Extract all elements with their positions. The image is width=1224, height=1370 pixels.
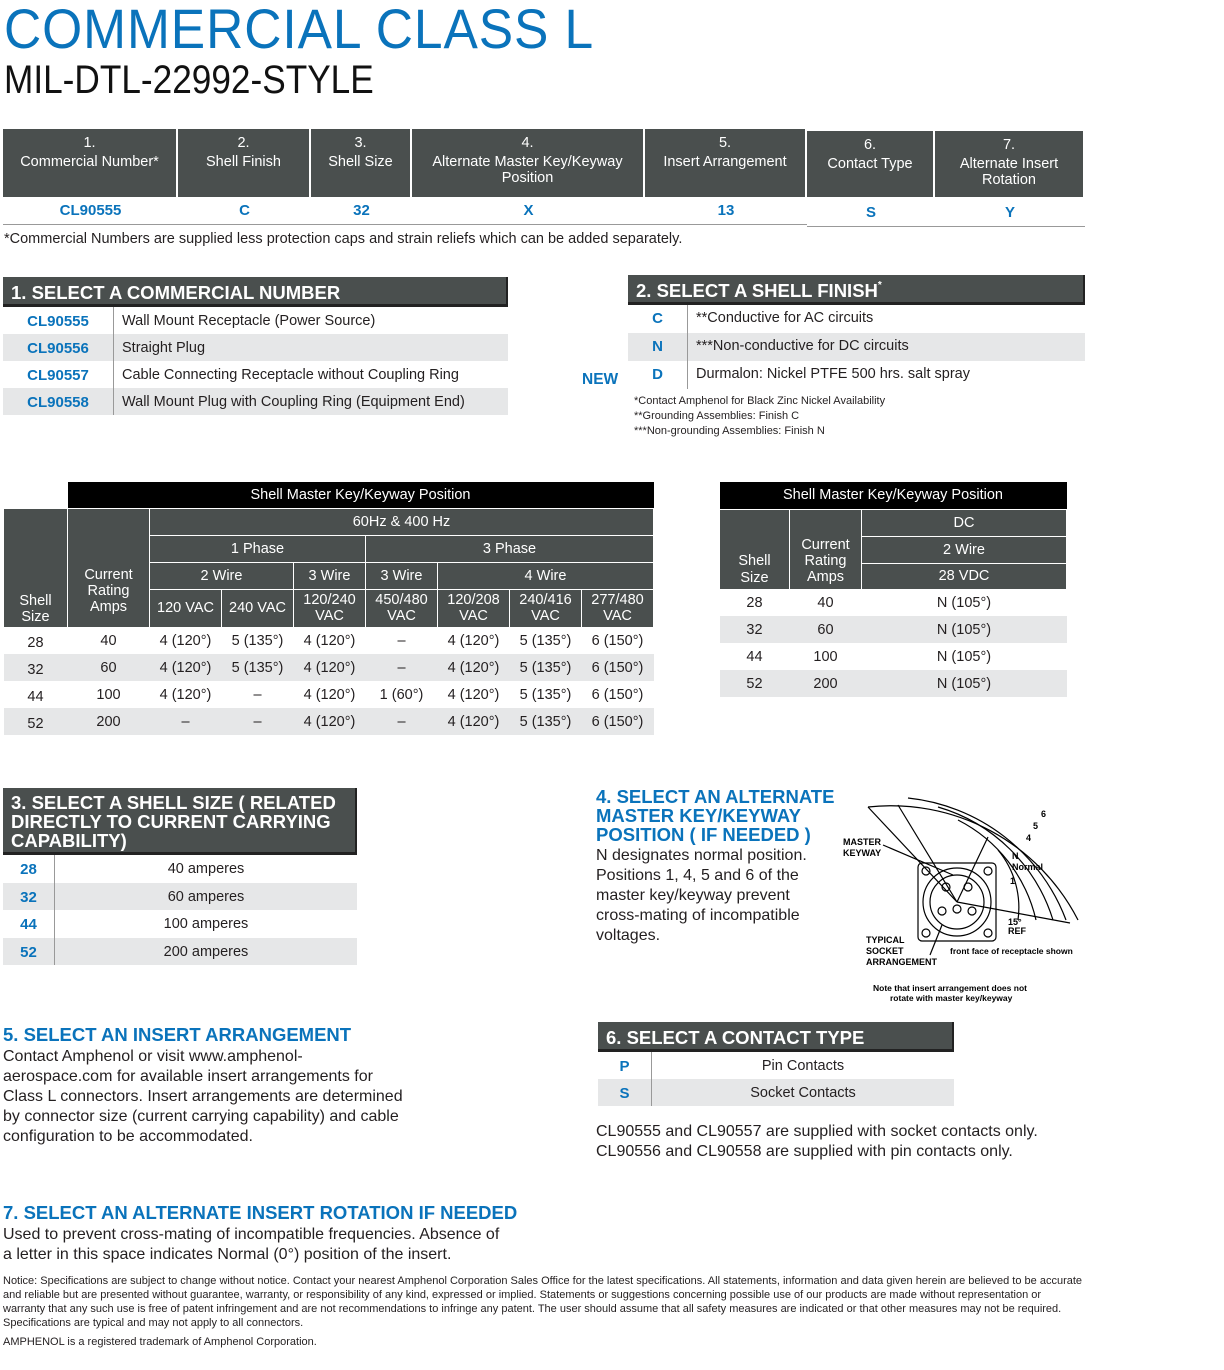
column-header xyxy=(807,131,935,199)
column-number: 7. xyxy=(1002,137,1016,153)
table-cell: 100 xyxy=(96,686,121,703)
item-code: CL90556 xyxy=(3,334,114,361)
col-current: Current Rating Amps xyxy=(68,508,150,627)
table-cell: 32 xyxy=(27,661,44,678)
shell-finish-notes xyxy=(634,394,885,439)
item-code: 32 xyxy=(3,883,55,911)
table-cell: 4 (120°) xyxy=(159,659,212,676)
part-number-column xyxy=(645,129,807,227)
section-insert-rotation xyxy=(3,1202,523,1265)
contact-notes: CL90555 and CL90557 are supplied with socket contacts only. CL90556 and CL90558 are supplied with pin contacts only. xyxy=(596,1123,1038,1160)
table-cell: 44 xyxy=(746,648,763,665)
column-header xyxy=(412,129,645,197)
table-cell: – xyxy=(181,713,190,730)
part-number-column xyxy=(807,131,935,227)
list-item xyxy=(598,1052,954,1079)
list-item xyxy=(3,855,357,883)
svg-text:rotate with master key/keyway: rotate with master key/keyway xyxy=(890,993,1013,1003)
note: ***Non-grounding Assemblies: Finish N xyxy=(634,425,825,437)
position-label: 4 xyxy=(1026,833,1032,843)
keyway-diagram xyxy=(838,775,1088,1010)
column-number: 6. xyxy=(863,137,877,153)
phase1-header: 1 Phase xyxy=(150,535,366,562)
table-row xyxy=(720,643,1067,670)
note: *Contact Amphenol for Black Zinc Nickel Availability xyxy=(634,395,886,407)
list-item xyxy=(3,883,357,911)
part-number-table xyxy=(3,129,1085,227)
table-cell: 6 (150°) xyxy=(591,632,644,649)
table-cell: – xyxy=(397,713,406,730)
position-label: 6 xyxy=(1041,809,1047,819)
column-value: 32 xyxy=(311,197,412,225)
item-code: S xyxy=(598,1079,652,1106)
list-item xyxy=(3,388,508,415)
table-cell: 4 (120°) xyxy=(303,659,356,676)
table-cell: 6 (150°) xyxy=(591,713,644,730)
table-cell: 28 xyxy=(27,634,44,651)
column-header xyxy=(178,129,311,197)
table-row xyxy=(720,616,1067,643)
column-value: CL90555 xyxy=(3,197,178,225)
item-code: CL90557 xyxy=(3,361,114,388)
table-cell: 4 (120°) xyxy=(303,713,356,730)
table-cell: 5 (135°) xyxy=(519,713,572,730)
section-title: 3. SELECT A SHELL SIZE ( RELATED DIRECTLY TO CURRENT CARRYING CAPABILITY) xyxy=(3,788,357,855)
item-desc: 100 amperes xyxy=(163,916,249,932)
part-number-column xyxy=(311,129,412,227)
section-title: 7. SELECT AN ALTERNATE INSERT ROTATION IF NEEDED xyxy=(3,1202,518,1223)
table-cell: 5 (135°) xyxy=(231,659,284,676)
table-cell: 40 xyxy=(817,594,834,611)
item-code: N xyxy=(628,333,688,361)
column-value: X xyxy=(412,197,645,225)
column-label: Shell Finish xyxy=(206,154,281,170)
list-item xyxy=(598,1079,954,1106)
table-row xyxy=(4,654,654,681)
table-cell: N (105°) xyxy=(936,675,992,692)
part-number-column xyxy=(3,129,178,227)
section-title: 2. SELECT A SHELL FINISH* xyxy=(628,275,1085,305)
item-desc: 60 amperes xyxy=(167,888,245,905)
item-desc: ***Non-conductive for DC circuits xyxy=(696,338,909,354)
section-body: N designates normal position. Positions 1, 4, 5 and 6 of the master key/keyway prevent cross-mating of incompatible voltages. xyxy=(596,847,807,944)
column-number: 4. xyxy=(521,135,534,151)
list-item xyxy=(628,361,1085,389)
svg-text:REF: REF xyxy=(1008,926,1026,936)
item-code: CL90558 xyxy=(3,388,114,415)
list-item xyxy=(3,910,357,938)
list-item xyxy=(3,938,357,966)
part-number-column xyxy=(412,129,645,227)
ac-keyway-table xyxy=(3,482,654,735)
svg-text:15°: 15° xyxy=(1008,917,1022,927)
section-title: 6. SELECT A CONTACT TYPE xyxy=(598,1022,954,1052)
svg-text:Note that insert arrangement d: Note that insert arrangement does not xyxy=(873,983,1027,993)
column-header xyxy=(311,129,412,197)
trademark: AMPHENOL is a registered trademark of Amphenol Corporation. xyxy=(3,1336,317,1348)
table-cell: 4 (120°) xyxy=(303,632,356,649)
table-cell: 1 (60°) xyxy=(379,686,424,703)
item-desc: Straight Plug xyxy=(122,340,206,356)
dc-header: DC xyxy=(862,509,1067,536)
col-current: Current Rating Amps xyxy=(790,509,862,589)
section-title: 4. SELECT AN ALTERNATE MASTER KEY/KEYWAY POSITION ( IF NEEDED ) xyxy=(596,786,835,845)
new-badge: NEW xyxy=(582,371,619,388)
column-label: Alternate Master Key/Keyway Position xyxy=(432,154,623,186)
svg-text:Normal: Normal xyxy=(1012,862,1044,872)
section-body: Contact Amphenol or visit www.amphenol-aerospace.com for available insert arrangements for Class L connectors. Insert arrangements are determined by connector size (current carrying capability) and cable configuration to be accommodated. xyxy=(3,1048,403,1145)
table-cell: – xyxy=(397,659,406,676)
table-cell: 4 (120°) xyxy=(159,686,212,703)
svg-text:N: N xyxy=(1012,851,1019,861)
column-number: 5. xyxy=(718,135,732,151)
svg-text:ARRANGEMENT: ARRANGEMENT xyxy=(866,957,937,967)
item-desc: Wall Mount Plug with Coupling Ring (Equipment End) xyxy=(122,394,465,410)
freq-header: 60Hz & 400 Hz xyxy=(150,508,654,535)
table-cell: N (105°) xyxy=(936,594,992,611)
column-number: 3. xyxy=(354,135,367,151)
column-label: Shell Size xyxy=(328,154,393,170)
list-item xyxy=(3,361,508,388)
list-item xyxy=(3,334,508,361)
item-code: C xyxy=(628,305,688,333)
table-cell: 52 xyxy=(27,715,44,732)
column-value: Y xyxy=(935,199,1085,227)
column-label: Contact Type xyxy=(827,156,913,172)
item-desc: Cable Connecting Receptacle without Coupling Ring xyxy=(122,367,459,383)
column-header xyxy=(3,129,178,197)
section-commercial-number xyxy=(3,277,508,415)
table-cell: 4 (120°) xyxy=(447,659,500,676)
table-cell: 60 xyxy=(100,659,117,676)
table-cell: 44 xyxy=(27,688,44,705)
item-desc: 40 amperes xyxy=(167,861,245,877)
item-desc: 200 amperes xyxy=(163,943,249,960)
column-header xyxy=(645,129,807,197)
table-cell: 28 xyxy=(746,594,763,611)
table-cell: N (105°) xyxy=(936,621,992,638)
list-item xyxy=(3,307,508,334)
master-keyway-label: MASTER KEYWAY xyxy=(843,837,882,858)
item-code: 44 xyxy=(3,910,55,938)
table-row xyxy=(4,681,654,708)
table-cell: 5 (135°) xyxy=(519,632,572,649)
table-cell: 4 (120°) xyxy=(447,713,500,730)
volt-header: 240/416 VAC xyxy=(510,589,582,627)
table-cell: N (105°) xyxy=(936,648,992,665)
section-contact-type xyxy=(598,1022,954,1106)
col-shell-size: Shell Size xyxy=(720,509,790,589)
table-cell: 60 xyxy=(817,621,834,638)
list-item xyxy=(628,333,1085,361)
volt-header: 450/480 VAC xyxy=(366,589,438,627)
wire3-header: 3 Wire xyxy=(366,562,438,589)
column-value: 13 xyxy=(645,197,807,225)
svg-text:TYPICAL: TYPICAL xyxy=(866,935,905,945)
table-row xyxy=(720,589,1067,616)
part-number-column xyxy=(935,131,1085,227)
column-label: Insert Arrangement xyxy=(663,154,787,170)
table-cell: – xyxy=(253,713,262,730)
table-cell: 6 (150°) xyxy=(591,686,644,703)
item-code: P xyxy=(598,1052,652,1079)
svg-text:SOCKET: SOCKET xyxy=(866,946,904,956)
table-row xyxy=(720,670,1067,697)
table-row xyxy=(4,627,654,654)
svg-text:front face of receptacle shown: front face of receptacle shown xyxy=(950,946,1073,956)
section-shell-size xyxy=(3,788,357,965)
note: **Grounding Assemblies: Finish C xyxy=(634,410,800,422)
item-desc: Wall Mount Receptacle (Power Source) xyxy=(122,313,376,329)
column-number: 1. xyxy=(83,135,96,151)
table-cell: 40 xyxy=(100,632,117,649)
section-shell-finish xyxy=(628,275,1085,389)
wire-header: 2 Wire xyxy=(862,536,1067,563)
table-cell: 200 xyxy=(813,675,838,692)
list-item xyxy=(628,305,1085,333)
table-cell: – xyxy=(253,686,262,703)
col-shell-size: Shell Size xyxy=(4,508,68,627)
table-cell: 4 (120°) xyxy=(447,632,500,649)
section-insert-arrangement xyxy=(3,1024,413,1147)
section-title: 1. SELECT A COMMERCIAL NUMBER xyxy=(3,277,508,307)
column-label: Commercial Number* xyxy=(20,154,159,170)
part-number-column xyxy=(178,129,311,227)
notice: Notice: Specifications are subject to change without notice. Contact your nearest Amphenol Corporation Sales Office for the latest specifications. All statements, information and data given herein are believed to be accurate and reliable but are presented without guarantee, warranty, or responsibility of any kind, expressed or implied. Statements or suggestions concerning possible use of our products are made without representation or warranty that any such use is free of patent infringement and are not recommendations to infringe any patent. The user should assume that all safety measures are indicated or that other measures may not be required. Specifications are typical and may not apply to all connectors. xyxy=(3,1275,1083,1329)
table-cell: 5 (135°) xyxy=(231,632,284,649)
volt-header: 28 VDC xyxy=(862,563,1067,589)
table-cell: 52 xyxy=(746,675,763,692)
item-desc: **Conductive for AC circuits xyxy=(696,310,874,326)
item-code: 52 xyxy=(3,938,55,966)
table-cell: 32 xyxy=(746,621,763,638)
table-cell: 4 (120°) xyxy=(159,632,212,649)
table-title: Shell Master Key/Keyway Position xyxy=(68,482,654,508)
item-desc: Socket Contacts xyxy=(750,1085,856,1101)
section-keyway-position xyxy=(596,787,846,946)
wire3-header: 3 Wire xyxy=(294,562,366,589)
dc-keyway-table xyxy=(719,482,1067,697)
item-desc: Pin Contacts xyxy=(761,1058,845,1074)
item-code: CL90555 xyxy=(3,307,114,334)
position-label: 5 xyxy=(1033,821,1039,831)
volt-header: 120/208 VAC xyxy=(438,589,510,627)
volt-header: 120/240 VAC xyxy=(294,589,366,627)
phase3-header: 3 Phase xyxy=(366,535,654,562)
part-number-footnote: *Commercial Numbers are supplied less protection caps and strain reliefs which can be added separately. xyxy=(4,231,683,247)
table-cell: – xyxy=(397,632,406,649)
column-number: 2. xyxy=(237,135,250,151)
volt-header: 277/480 VAC xyxy=(582,589,654,627)
table-cell: 4 (120°) xyxy=(447,686,500,703)
table-cell: 5 (135°) xyxy=(519,686,572,703)
item-code: D xyxy=(628,361,688,389)
column-label: Alternate Insert Rotation xyxy=(959,156,1059,188)
page-title: COMMERCIAL CLASS L xyxy=(4,0,595,60)
table-cell: 6 (150°) xyxy=(591,659,644,676)
section-body: Used to prevent cross-mating of incompatible frequencies. Absence of a letter in this space indicates Normal (0°) position of the insert. xyxy=(3,1226,500,1263)
column-header xyxy=(935,131,1085,199)
table-row xyxy=(4,708,654,735)
table-cell: 5 (135°) xyxy=(519,659,572,676)
volt-header: 120 VAC xyxy=(150,589,222,627)
position-label: 1 xyxy=(1010,876,1016,886)
wire4-header: 4 Wire xyxy=(438,562,654,589)
wire2-header: 2 Wire xyxy=(150,562,294,589)
volt-header: 240 VAC xyxy=(222,589,294,627)
table-cell: 100 xyxy=(813,648,838,665)
item-code: 28 xyxy=(3,855,55,883)
section-title: 5. SELECT AN INSERT ARRANGEMENT xyxy=(3,1024,352,1045)
table-title: Shell Master Key/Keyway Position xyxy=(720,482,1067,509)
page-subtitle: MIL-DTL-22992-STYLE xyxy=(4,58,374,102)
column-value: S xyxy=(807,199,935,227)
table-cell: 200 xyxy=(96,713,121,730)
column-value: C xyxy=(178,197,311,225)
table-cell: 4 (120°) xyxy=(303,686,356,703)
item-desc: Durmalon: Nickel PTFE 500 hrs. salt spray xyxy=(696,366,970,382)
